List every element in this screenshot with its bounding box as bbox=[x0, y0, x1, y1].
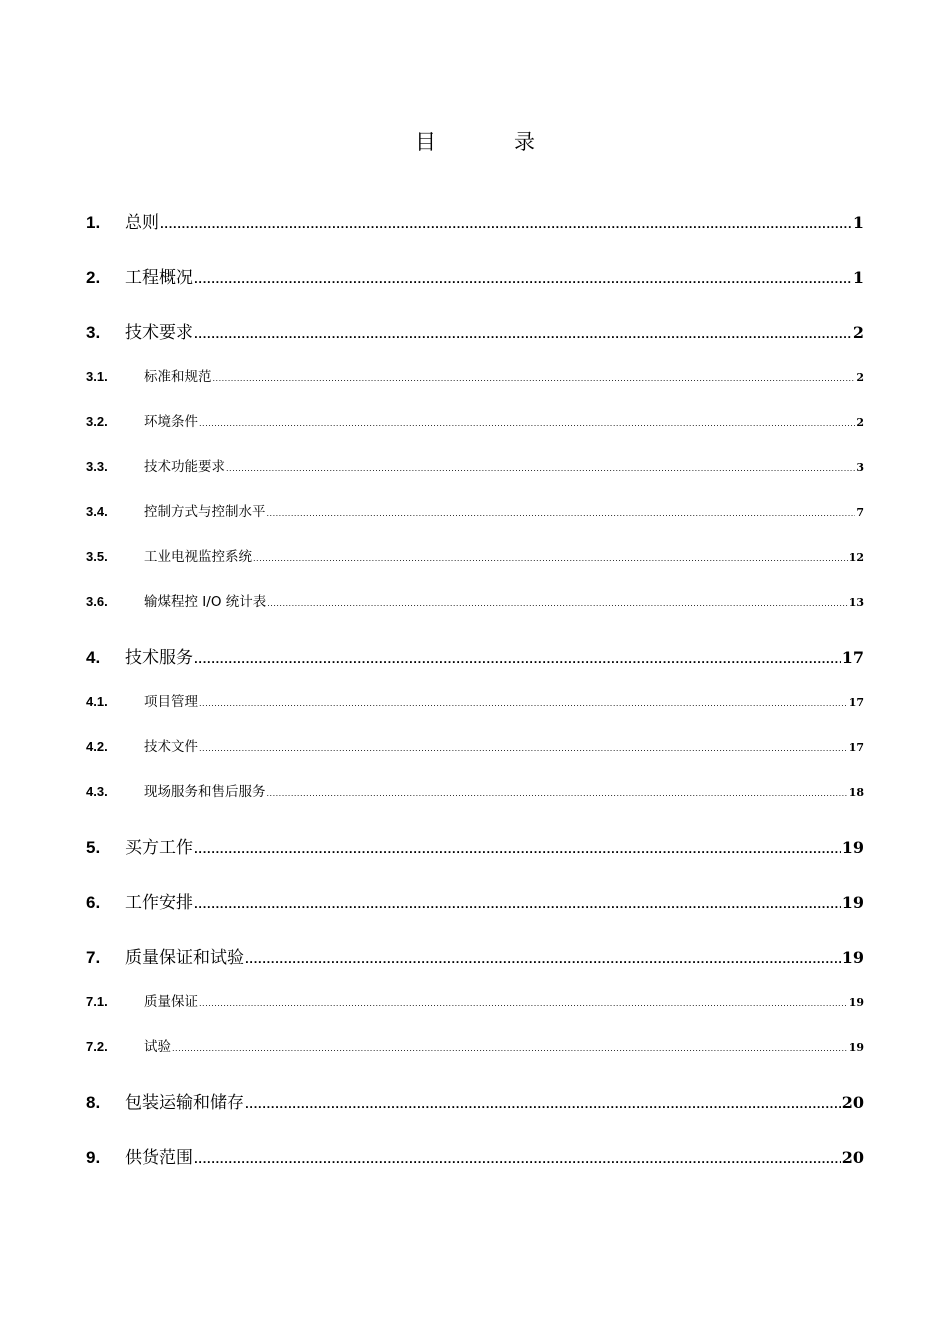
dot-leader bbox=[213, 374, 856, 383]
toc-entry-3-2[interactable] bbox=[86, 410, 864, 432]
toc-entry-7[interactable] bbox=[86, 943, 864, 969]
toc-entry-page: 17 bbox=[841, 648, 864, 667]
toc-entry-label: 工作安排 bbox=[125, 893, 193, 913]
toc-entry-2[interactable] bbox=[86, 263, 864, 289]
dot-leader bbox=[245, 1100, 841, 1111]
toc-entry-number: 8. bbox=[86, 1093, 101, 1112]
toc-entry-number: 5. bbox=[86, 838, 101, 857]
toc-entry-page: 20 bbox=[841, 1148, 864, 1167]
toc-entry-9[interactable] bbox=[86, 1143, 864, 1169]
toc-entry-1[interactable] bbox=[86, 208, 864, 234]
toc-entry-page: 19 bbox=[848, 996, 864, 1009]
toc-entry-8[interactable] bbox=[86, 1088, 864, 1114]
toc-entry-page: 17 bbox=[848, 741, 864, 754]
toc-entry-number: 1. bbox=[86, 213, 101, 232]
toc-entry-label: 质量保证和试验 bbox=[125, 948, 244, 968]
toc-entry-page: 1 bbox=[852, 268, 864, 287]
toc-title-char-2: 录 bbox=[514, 130, 535, 154]
toc-entry-6[interactable] bbox=[86, 888, 864, 914]
toc-entry-3-3[interactable] bbox=[86, 455, 864, 477]
toc-entry-label: 技术功能要求 bbox=[144, 459, 225, 475]
toc-entry-number: 4.1. bbox=[86, 694, 108, 709]
toc-entry-label: 输煤程控 I/O 统计表 bbox=[144, 594, 267, 610]
toc-entry-number: 2. bbox=[86, 268, 101, 287]
toc-entry-number: 7. bbox=[86, 948, 101, 967]
toc-entry-7-1[interactable] bbox=[86, 990, 864, 1012]
toc-entry-label: 技术文件 bbox=[144, 739, 198, 755]
toc-entry-4-2[interactable] bbox=[86, 735, 864, 757]
dot-leader bbox=[194, 330, 852, 341]
dot-leader bbox=[194, 655, 841, 666]
toc-entry-page: 19 bbox=[841, 893, 864, 912]
toc-entry-4-1[interactable] bbox=[86, 690, 864, 712]
toc-entry-page: 19 bbox=[848, 1041, 864, 1054]
toc-entry-4[interactable] bbox=[86, 643, 864, 669]
toc-entry-label: 买方工作 bbox=[125, 838, 193, 858]
toc-entry-5[interactable] bbox=[86, 833, 864, 859]
toc-entry-page: 19 bbox=[841, 948, 864, 967]
toc-entry-label: 包装运输和储存 bbox=[125, 1093, 244, 1113]
toc-entry-label: 技术要求 bbox=[125, 323, 193, 343]
toc-entry-label: 环境条件 bbox=[144, 414, 198, 430]
dot-leader bbox=[160, 220, 852, 231]
toc-entry-label: 控制方式与控制水平 bbox=[144, 504, 266, 520]
toc-entry-page: 19 bbox=[841, 838, 864, 857]
toc-entry-page: 2 bbox=[856, 416, 864, 429]
toc-entry-number: 4.2. bbox=[86, 739, 108, 754]
dot-leader bbox=[245, 955, 841, 966]
toc-entry-page: 7 bbox=[856, 506, 864, 519]
dot-leader bbox=[199, 744, 848, 753]
toc-entry-number: 4. bbox=[86, 648, 101, 667]
dot-leader bbox=[226, 464, 855, 473]
toc-entry-number: 4.3. bbox=[86, 784, 108, 799]
toc-entry-number: 3.4. bbox=[86, 504, 108, 519]
toc-entry-3-6[interactable] bbox=[86, 590, 864, 612]
toc-entry-number: 3.1. bbox=[86, 369, 108, 384]
toc-entry-number: 3.6. bbox=[86, 594, 108, 609]
dot-leader bbox=[267, 509, 856, 518]
toc-entry-7-2[interactable] bbox=[86, 1035, 864, 1057]
toc-entry-label: 标准和规范 bbox=[144, 369, 212, 385]
toc-entry-page: 3 bbox=[856, 461, 864, 474]
toc-entry-label: 工程概况 bbox=[125, 268, 193, 288]
dot-leader bbox=[199, 419, 855, 428]
toc-entry-page: 12 bbox=[848, 551, 864, 564]
dot-leader bbox=[172, 1044, 848, 1053]
toc-entry-page: 20 bbox=[841, 1093, 864, 1112]
toc-entry-page: 1 bbox=[852, 213, 864, 232]
toc-entry-3-4[interactable] bbox=[86, 500, 864, 522]
toc-entry-3[interactable] bbox=[86, 318, 864, 344]
toc-entry-page: 18 bbox=[848, 786, 864, 799]
toc-entry-3-1[interactable] bbox=[86, 365, 864, 387]
toc-entry-page: 17 bbox=[848, 696, 864, 709]
dot-leader bbox=[194, 1155, 841, 1166]
toc-entry-number: 3.2. bbox=[86, 414, 108, 429]
dot-leader bbox=[267, 599, 847, 608]
toc-entry-number: 3.5. bbox=[86, 549, 108, 564]
dot-leader bbox=[194, 900, 841, 911]
toc-entry-number: 3.3. bbox=[86, 459, 108, 474]
toc-entry-page: 2 bbox=[852, 323, 864, 342]
toc-entry-4-3[interactable] bbox=[86, 780, 864, 802]
dot-leader bbox=[253, 554, 848, 563]
dot-leader bbox=[199, 699, 848, 708]
dot-leader bbox=[199, 999, 848, 1008]
toc-entry-3-5[interactable] bbox=[86, 545, 864, 567]
toc-entry-number: 3. bbox=[86, 323, 101, 342]
toc-entry-label: 总则 bbox=[125, 213, 159, 233]
toc-entry-label: 现场服务和售后服务 bbox=[144, 784, 266, 800]
toc-entry-label: 试验 bbox=[144, 1039, 171, 1055]
toc-entry-page: 2 bbox=[856, 371, 864, 384]
toc-entry-number: 7.2. bbox=[86, 1039, 108, 1054]
dot-leader bbox=[194, 275, 852, 286]
toc-entry-number: 7.1. bbox=[86, 994, 108, 1009]
dot-leader bbox=[267, 789, 848, 798]
toc-entry-number: 6. bbox=[86, 893, 101, 912]
toc-entry-label: 质量保证 bbox=[144, 994, 198, 1010]
toc-entry-label: 工业电视监控系统 bbox=[144, 549, 252, 565]
dot-leader bbox=[194, 845, 841, 856]
toc-entry-page: 13 bbox=[848, 596, 864, 609]
toc-entry-label: 项目管理 bbox=[144, 694, 198, 710]
toc-entry-number: 9. bbox=[86, 1148, 101, 1167]
toc-entry-label: 供货范围 bbox=[125, 1148, 193, 1168]
toc-title-char-1: 目 bbox=[415, 130, 436, 154]
toc-entry-label: 技术服务 bbox=[125, 648, 193, 668]
